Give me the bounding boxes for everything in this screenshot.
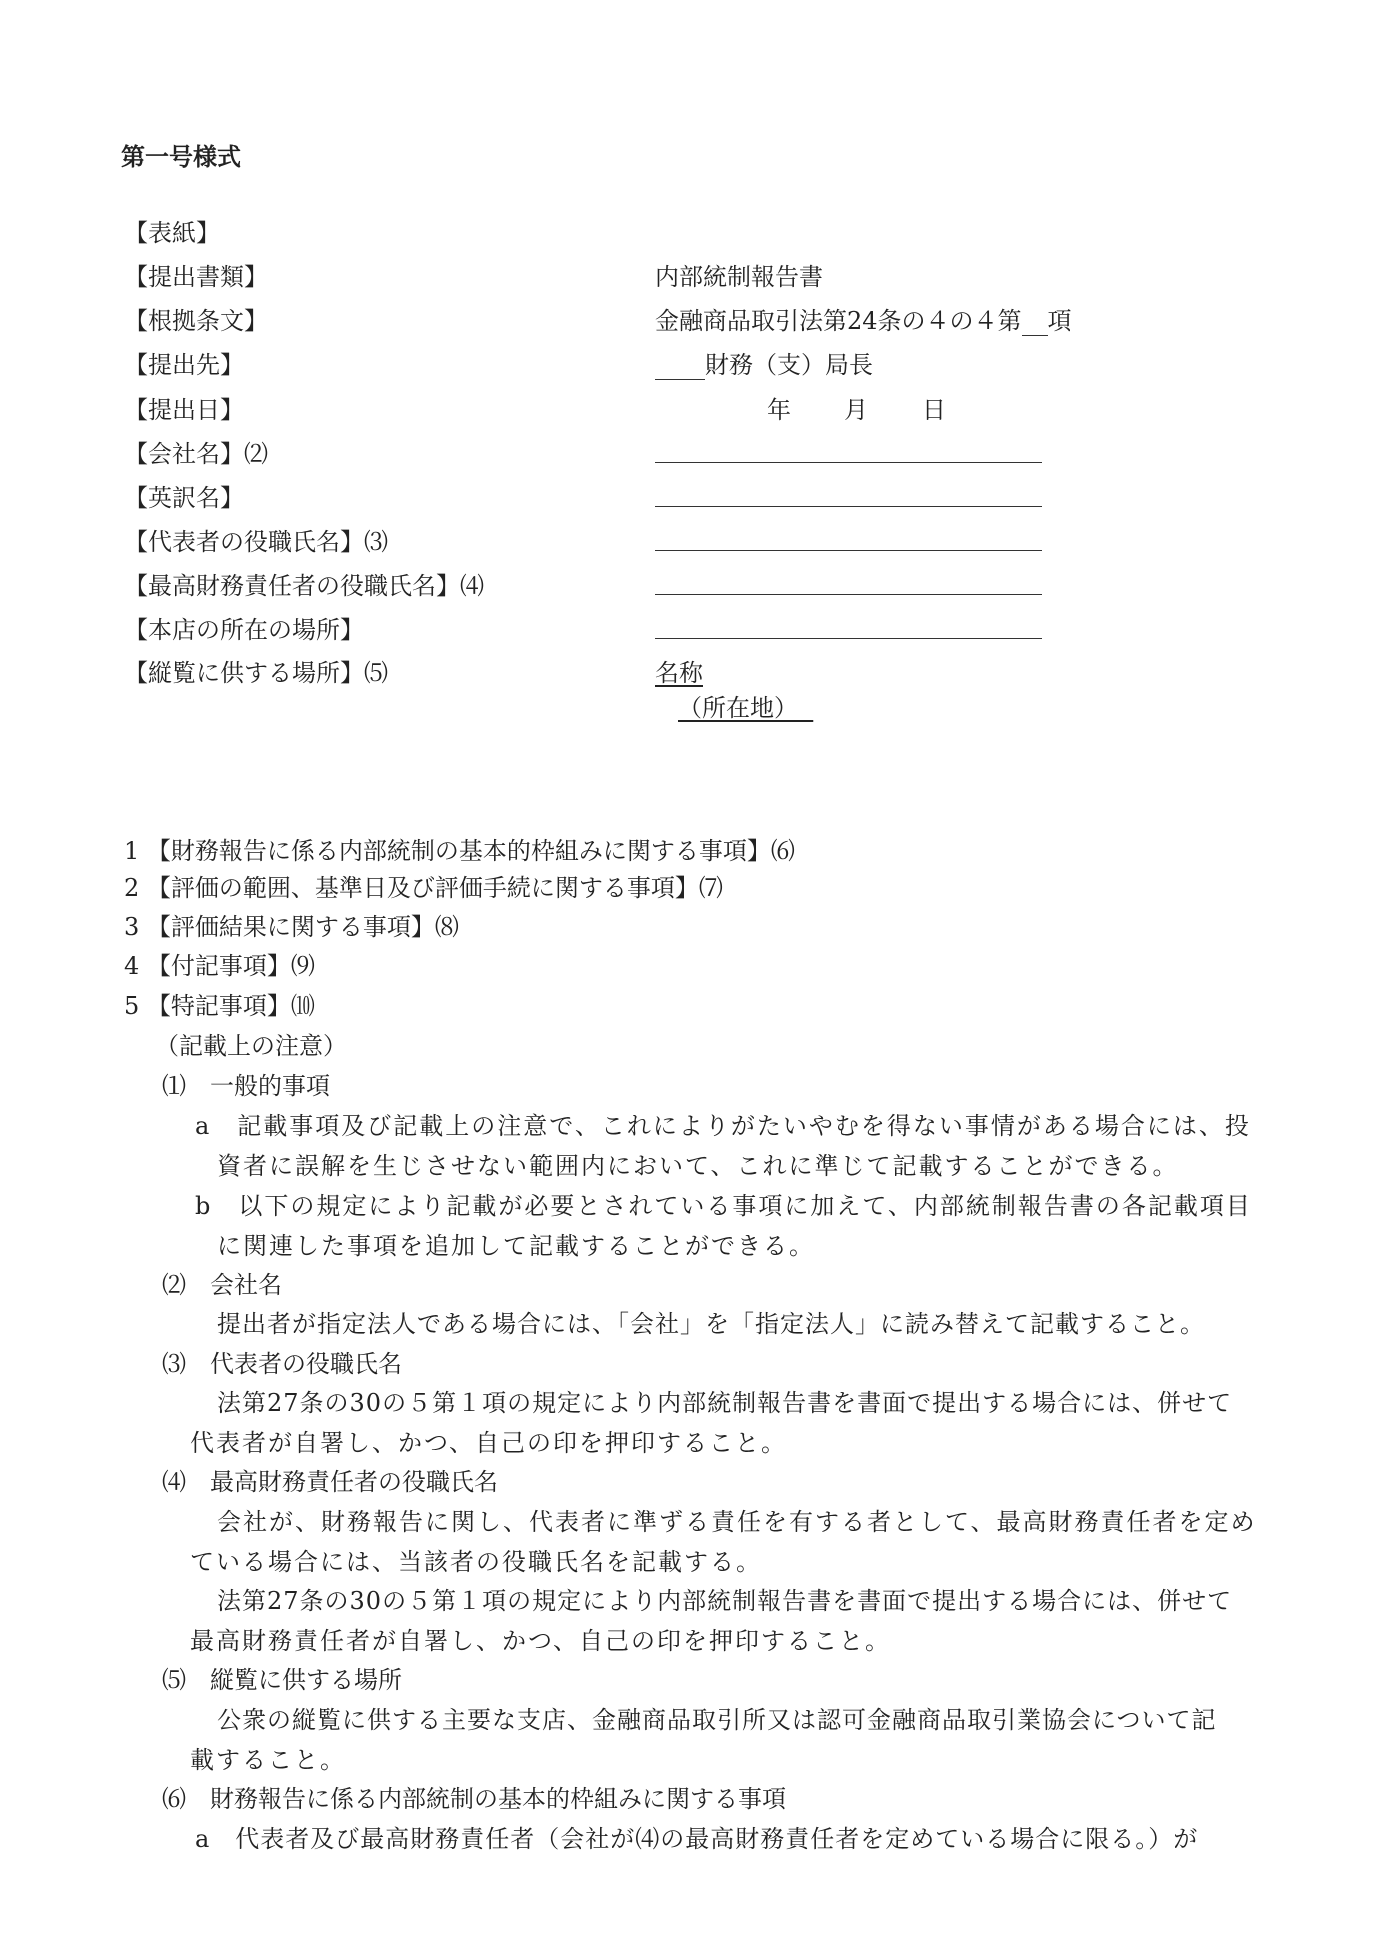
cfo-line — [655, 594, 1042, 595]
inspection-name: 名称 — [655, 659, 703, 687]
note-4-heading: ⑷ 最高財務責任者の役職氏名 — [162, 1468, 498, 1496]
submit-to-blank — [655, 351, 705, 380]
date-month: 月 — [844, 396, 868, 424]
item-5: 5 【特記事項】⑽ — [124, 992, 315, 1020]
note-2-heading: ⑵ 会社名 — [162, 1271, 282, 1299]
basis-blank — [1022, 307, 1048, 336]
hq-label: 【本店の所在の場所】 — [124, 616, 364, 644]
item-1: 1 【財務報告に係る内部統制の基本的枠組みに関する事項】⑹ — [124, 837, 795, 865]
english-name-label: 【英訳名】 — [124, 484, 244, 512]
inspection-address-text: （所在地） — [678, 694, 798, 722]
company-name-line — [655, 462, 1042, 463]
representative-label: 【代表者の役職氏名】⑶ — [124, 528, 388, 556]
hq-line — [655, 638, 1042, 639]
note-1-a-line-2: 資者に誤解を生じさせない範囲内において、これに準じて記載することができる。 — [217, 1152, 1179, 1180]
notes-heading: （記載上の注意） — [155, 1032, 347, 1060]
submit-to-text: 財務（支）局長 — [705, 351, 873, 379]
submit-to-value — [655, 345, 873, 380]
note-3-heading: ⑶ 代表者の役職氏名 — [162, 1350, 402, 1378]
note-5-line-1: 公衆の縦覧に供する主要な支店、金融商品取引所又は認可金融商品取引業協会について記 — [217, 1706, 1217, 1734]
note-1-b-line-1: b 以下の規定により記載が必要とされている事項に加えて、内部統制報告書の各記載項目 — [195, 1192, 1252, 1220]
basis-value-suffix: 項 — [1047, 307, 1072, 335]
item-3: 3 【評価結果に関する事項】⑻ — [124, 913, 459, 941]
doc-type-label: 【提出書類】 — [124, 263, 268, 291]
note-4-line-3: 法第27条の30の５第１項の規定により内部統制報告書を書面で提出する場合には、併せて — [217, 1587, 1233, 1615]
cfo-label: 【最高財務責任者の役職氏名】⑷ — [124, 572, 484, 600]
note-4-line-1: 会社が、財務報告に関し、代表者に準ずる責任を有する者として、最高財務責任者を定め — [217, 1508, 1257, 1536]
basis-value — [655, 301, 1072, 336]
note-5-heading: ⑸ 縦覧に供する場所 — [162, 1666, 402, 1694]
doc-type-value: 内部統制報告書 — [655, 263, 823, 291]
note-1-a-line-1: a 記載事項及び記載上の注意で、これによりがたいやむを得ない事情がある場合には、投 — [195, 1112, 1251, 1140]
date-year: 年 — [767, 396, 791, 424]
english-name-line — [655, 506, 1042, 507]
note-4-line-4: 最高財務責任者が自署し、かつ、自己の印を押印すること。 — [190, 1627, 892, 1655]
inspection-address — [678, 688, 813, 723]
basis-label: 【根拠条文】 — [124, 307, 268, 335]
note-6-a-line-1: a 代表者及び最高財務責任者（会社が⑷の最高財務責任者を定めている場合に限る。）が — [195, 1825, 1199, 1853]
note-5-line-2: 載すること。 — [190, 1746, 346, 1774]
note-3-line-1: 法第27条の30の５第１項の規定により内部統制報告書を書面で提出する場合には、併せて — [217, 1389, 1233, 1417]
note-3-line-2: 代表者が自署し、かつ、自己の印を押印すること。 — [190, 1429, 788, 1457]
representative-line — [655, 550, 1042, 551]
cover-label: 【表紙】 — [124, 219, 220, 247]
note-1-heading: ⑴ 一般的事項 — [162, 1072, 330, 1100]
form-title: 第一号様式 — [121, 143, 241, 171]
note-2-line-1: 提出者が指定法人である場合には、「会社」を「指定法人」に読み替えて記載すること。 — [217, 1310, 1205, 1338]
item-2: 2 【評価の範囲、基準日及び評価手続に関する事項】⑺ — [124, 874, 723, 902]
submit-to-label: 【提出先】 — [124, 351, 244, 379]
note-1-b-line-2: に関連した事項を追加して記載することができる。 — [217, 1232, 815, 1260]
basis-value-prefix: 金融商品取引法第24条の４の４第 — [655, 307, 1022, 335]
company-name-label: 【会社名】⑵ — [124, 440, 268, 468]
submit-date-label: 【提出日】 — [124, 396, 244, 424]
date-day: 日 — [922, 396, 946, 424]
note-6-heading: ⑹ 財務報告に係る内部統制の基本的枠組みに関する事項 — [162, 1785, 786, 1813]
item-4: 4 【付記事項】⑼ — [124, 952, 315, 980]
note-4-line-2: ている場合には、当該者の役職氏名を記載する。 — [190, 1548, 762, 1576]
inspection-label: 【縦覧に供する場所】⑸ — [124, 659, 388, 687]
